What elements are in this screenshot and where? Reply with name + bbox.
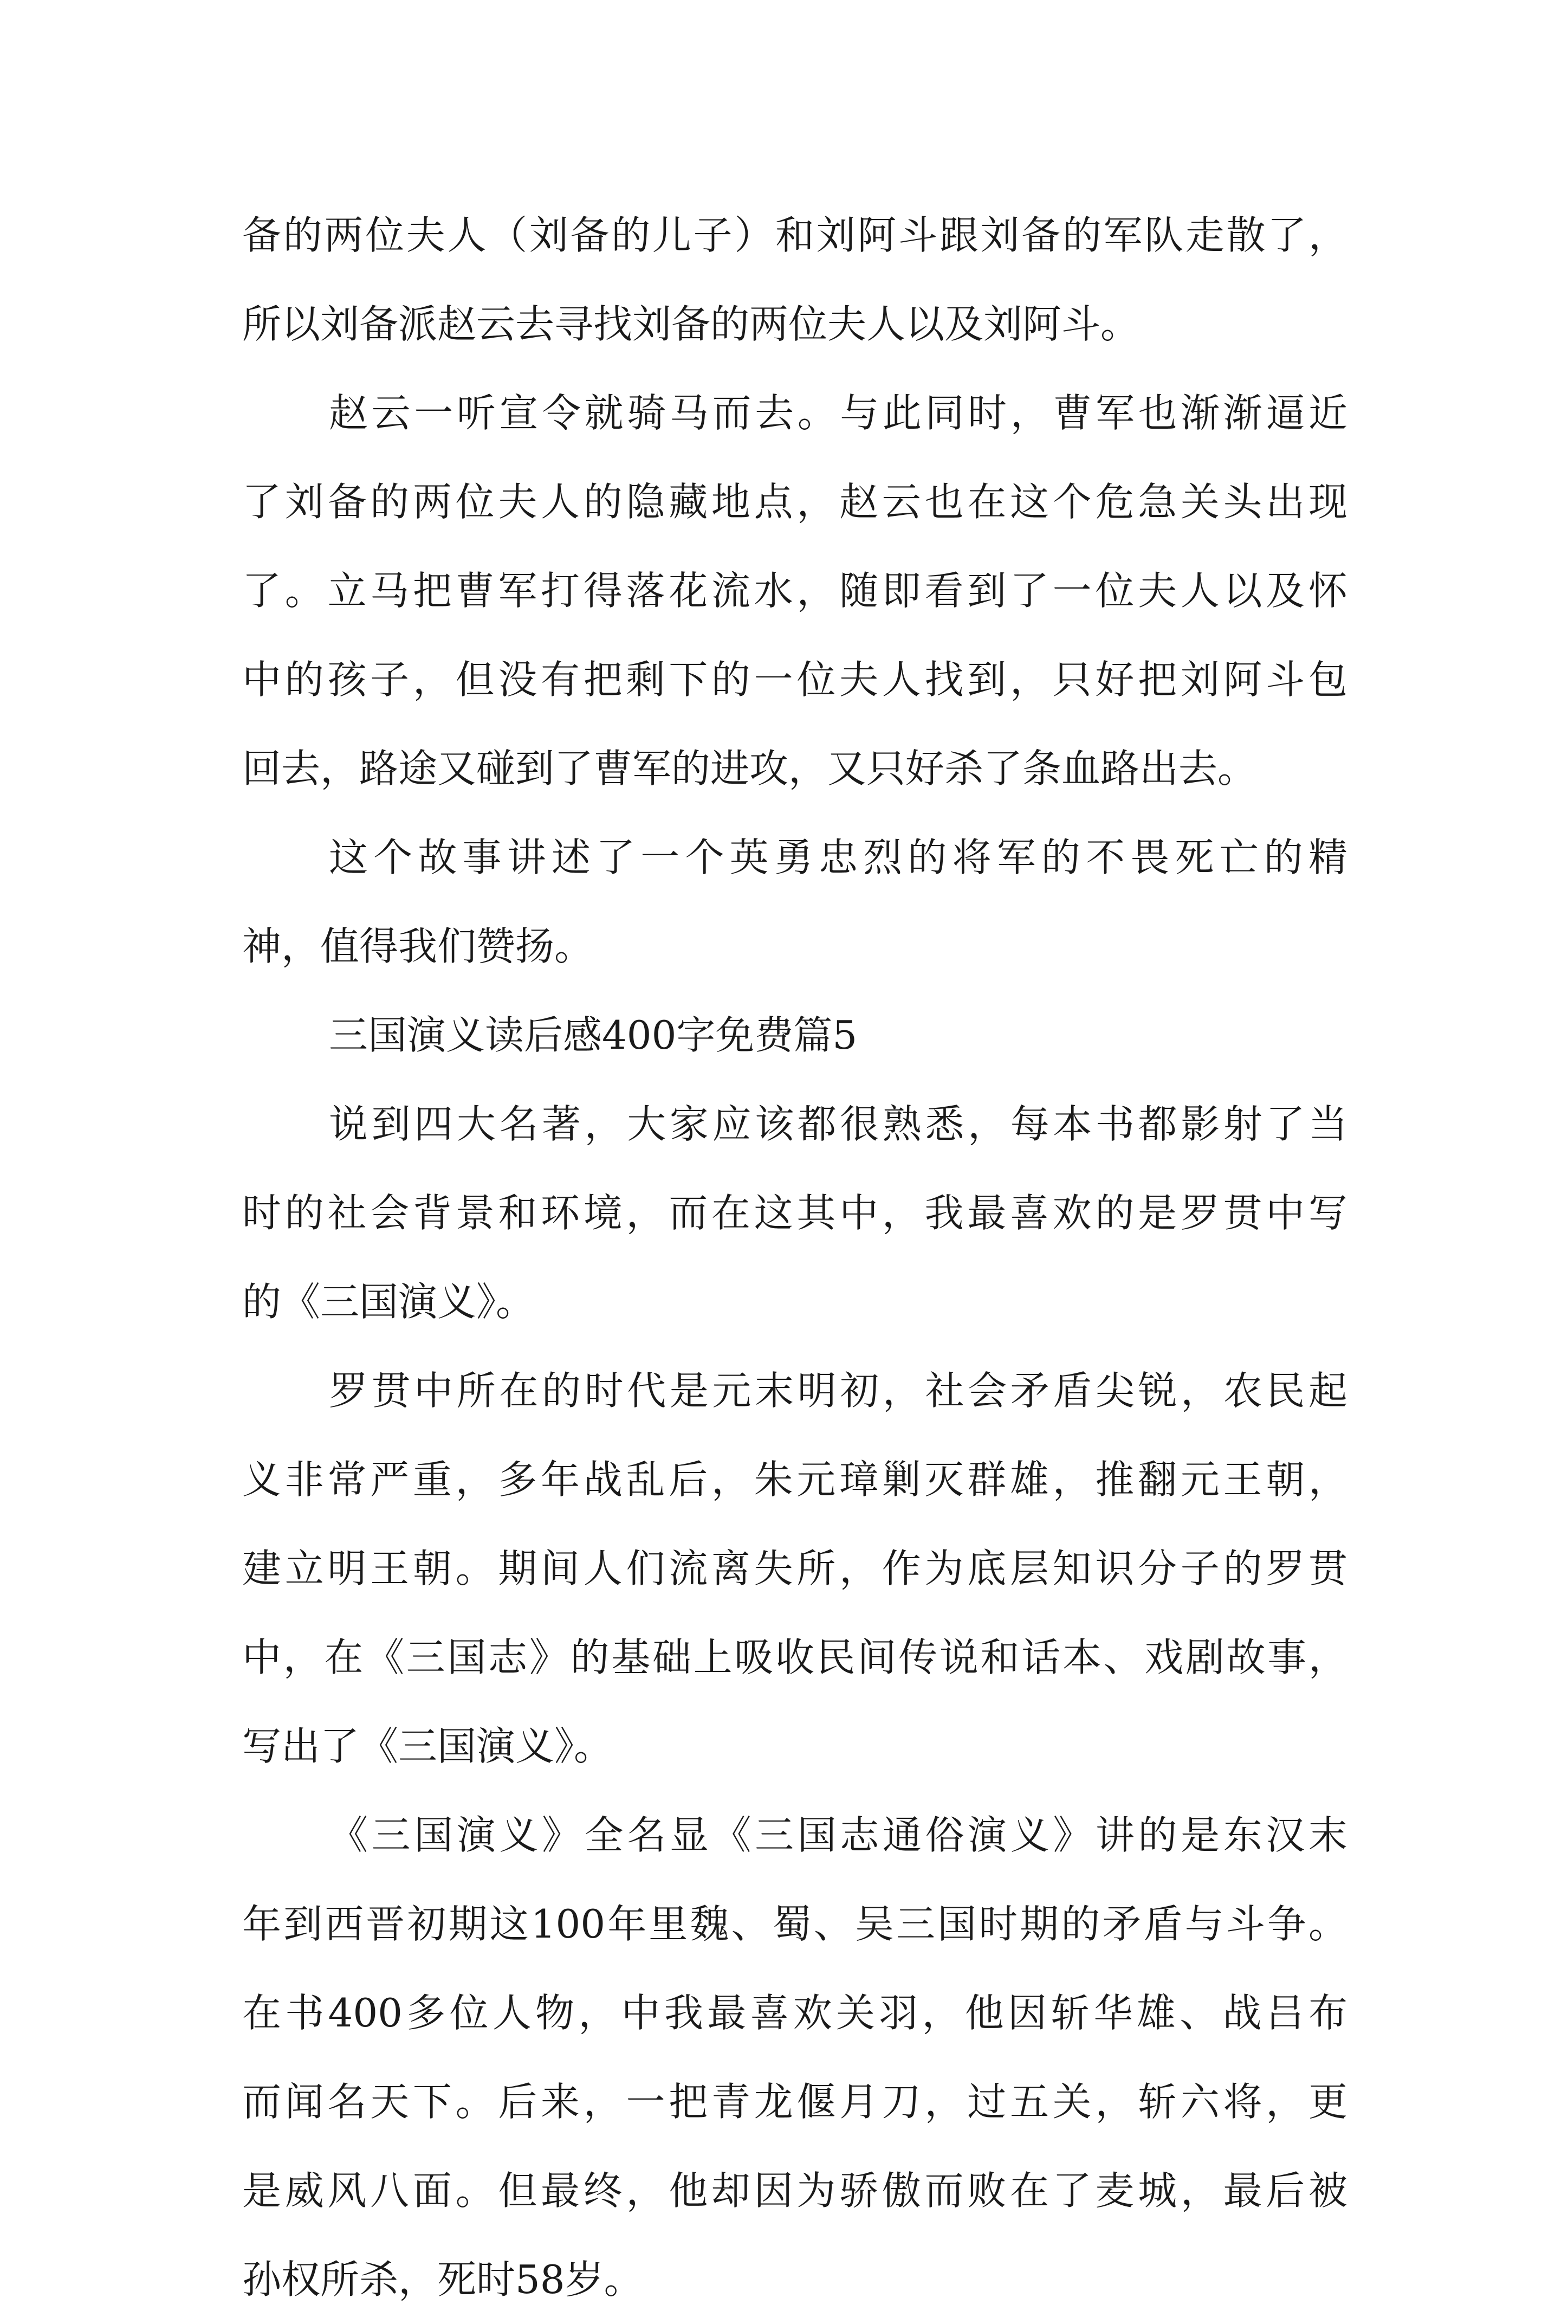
text-line: 时的社会背景和环境，而在这其中，我最喜欢的是罗贯中写 (242, 1190, 1347, 1236)
text-line: 是威风八面。但最终，他却因为骄傲而败在了麦城，最后被 (242, 2168, 1347, 2213)
text-line: 年到西晋初期这100年里魏、蜀、吴三国时期的矛盾与斗争。 (242, 1901, 1347, 1947)
text-line: 写出了《三国演义》。 (242, 1723, 613, 1769)
text-line: 回去，路途又碰到了曹军的进攻，又只好杀了条血路出去。 (242, 746, 1257, 791)
text-line: 在书400多位人物，中我最喜欢关羽，他因斩华雄、战吕布 (242, 1990, 1347, 2036)
text-line: 了。立马把曹军打得落花流水，随即看到了一位夫人以及怀 (242, 568, 1347, 614)
text-line: 中的孩子，但没有把剩下的一位夫人找到，只好把刘阿斗包 (242, 657, 1347, 702)
document-body (242, 191, 1347, 2324)
text-line: 罗贯中所在的时代是元末明初，社会矛盾尖锐，农民起 (329, 1368, 1347, 1413)
text-line: 建立明王朝。期间人们流离失所，作为底层知识分子的罗贯 (242, 1546, 1347, 1591)
text-line: 所以刘备派赵云去寻找刘备的两位夫人以及刘阿斗。 (242, 301, 1140, 347)
text-line: 三国演义读后感400字免费篇5 (329, 1012, 858, 1058)
text-line: 神，值得我们赞扬。 (242, 924, 594, 969)
text-line: 义非常严重，多年战乱后，朱元璋剿灭群雄，推翻元王朝， (242, 1457, 1347, 1502)
text-line: 赵云一听宣令就骑马而去。与此同时，曹军也渐渐逼近 (329, 390, 1347, 436)
text-line: 中，在《三国志》的基础上吸收民间传说和话本、戏剧故事， (242, 1635, 1347, 1680)
text-line: 而闻名天下。后来，一把青龙偃月刀，过五关，斩六将，更 (242, 2079, 1347, 2125)
text-line: 《三国演义》全名显《三国志通俗演义》讲的是东汉末 (329, 1812, 1347, 1858)
text-line: 了刘备的两位夫人的隐藏地点，赵云也在这个危急关头出现 (242, 479, 1347, 525)
text-line: 这个故事讲述了一个英勇忠烈的将军的不畏死亡的精 (329, 835, 1347, 880)
text-line: 说到四大名著，大家应该都很熟悉，每本书都影射了当 (329, 1101, 1347, 1147)
text-line: 备的两位夫人（刘备的儿子）和刘阿斗跟刘备的军队走散了， (242, 212, 1347, 258)
text-line: 孙权所杀，死时58岁。 (242, 2257, 643, 2302)
text-line: 的《三国演义》。 (242, 1279, 535, 1325)
